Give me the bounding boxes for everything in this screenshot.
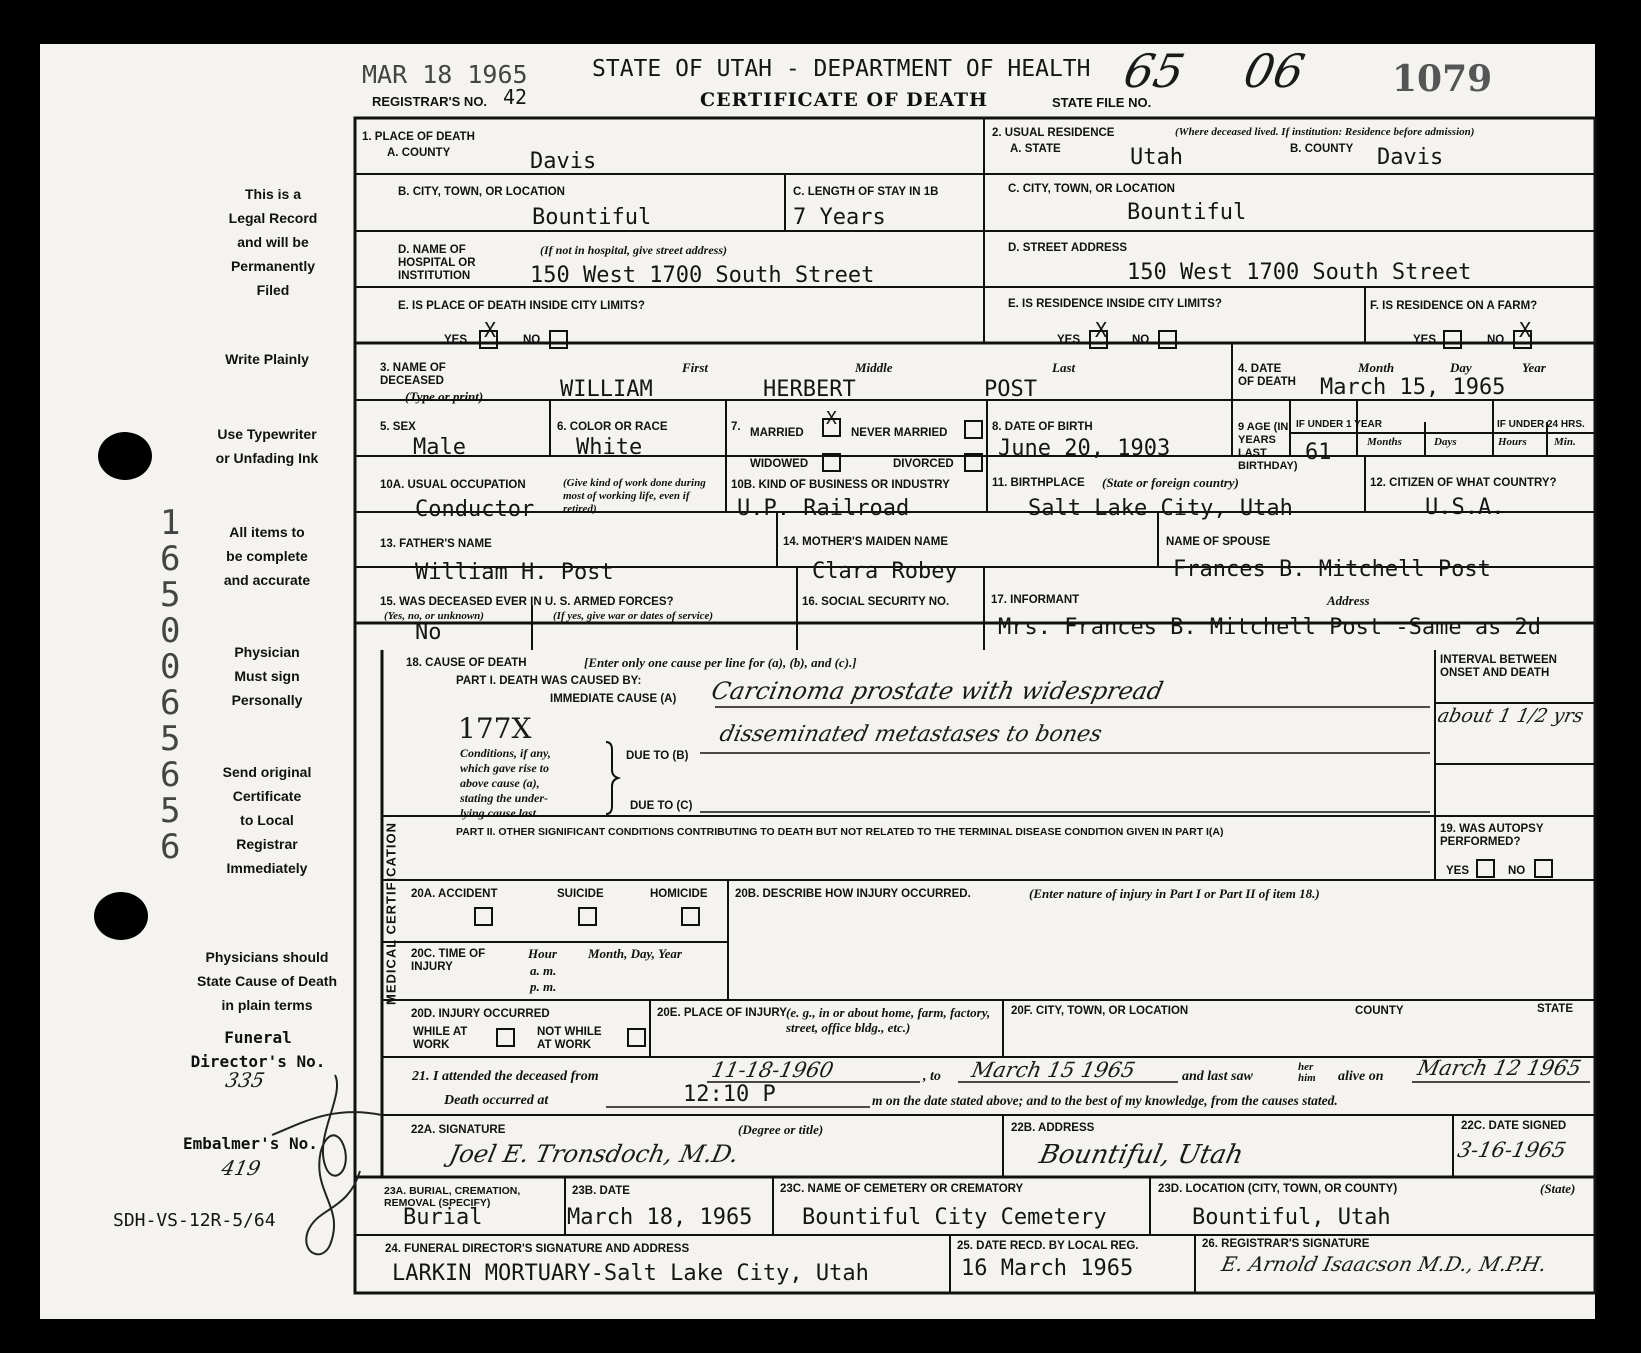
label-min: Min. [1554, 436, 1576, 448]
label-describe-injury-note: (Enter nature of injury in Part I or Part II of item 18.) [1029, 886, 1320, 901]
file-number-hand-1: 65 [1119, 44, 1190, 98]
value-birthplace: Salt Lake City, Utah [1028, 496, 1293, 521]
label-never-married: NEVER MARRIED [851, 427, 948, 439]
label-registrar-signature: 26. REGISTRAR'S SIGNATURE [1202, 1238, 1370, 1250]
value-citizen: U.S.A. [1425, 495, 1505, 520]
label-armed-forces: 15. WAS DECEASED EVER IN U. S. ARMED FORCES? [380, 596, 674, 608]
label-part-1: PART I. DEATH WAS CAUSED BY: [456, 675, 642, 687]
sidebar-all-items: All items to be complete and accurate [223, 524, 311, 588]
value-cause-a: Carcinoma prostate with widespread [709, 677, 1166, 705]
label-no: NO [523, 334, 541, 346]
label-last-saw: and last saw [1182, 1069, 1253, 1084]
label-business: 10B. KIND OF BUSINESS OR INDUSTRY [731, 479, 950, 491]
value-res-city: Bountiful [1127, 200, 1247, 225]
form-id: SDH-VS-12R-5/64 [113, 1210, 276, 1231]
value-burial-date: March 18, 1965 [567, 1205, 753, 1230]
label-yes: YES [1057, 334, 1081, 346]
death-city-limits-no-checkbox[interactable] [549, 330, 568, 349]
value-date-of-death: March 15, 1965 [1320, 375, 1506, 400]
label-burial-date: 23B. DATE [572, 1185, 630, 1197]
label-autopsy: 19. WAS AUTOPSY PERFORMED? [1440, 823, 1544, 848]
label-place-of-injury: 20E. PLACE OF INJURY [657, 1007, 787, 1019]
value-burial-location: Bountiful, Utah [1192, 1205, 1391, 1230]
sidebar-legal-record: This is a Legal Record and will be Permanently Filed [228, 186, 318, 298]
label-mother: 14. MOTHER'S MAIDEN NAME [783, 536, 949, 548]
label-due-to-c: DUE TO (C) [630, 800, 693, 812]
widowed-checkbox[interactable] [822, 453, 841, 472]
label-hour: Hour [528, 946, 557, 961]
embalmer-no: 419 [219, 1156, 263, 1180]
label-on-date: m on the date stated above; and to the best of my knowledge, from the causes stated. [872, 1093, 1338, 1108]
value-attended-from: 11-18-1960 [709, 1058, 836, 1082]
value-cause-b: disseminated metastases to bones [717, 722, 1105, 747]
sidebar-physician-sign: Physician Must sign Personally [231, 644, 303, 708]
label-citizen: 12. CITIZEN OF WHAT COUNTRY? [1370, 477, 1557, 489]
label-occupation: 10A. USUAL OCCUPATION [380, 479, 526, 491]
label-not-while-at-work: NOT WHILE AT WORK [537, 1026, 602, 1051]
state-department: STATE OF UTAH - DEPARTMENT OF HEALTH [592, 56, 1091, 82]
value-hospital: 150 West 1700 South Street [530, 263, 875, 288]
value-age: 61 [1305, 440, 1332, 465]
label-under-1-year: IF UNDER 1 YEAR [1296, 419, 1382, 430]
label-social-security: 16. SOCIAL SECURITY NO. [802, 596, 950, 608]
label-time-of-injury: 20C. TIME OF INJURY [411, 948, 486, 973]
label-death-occurred: Death occurred at [444, 1093, 549, 1108]
label-under-24-hrs: IF UNDER 24 HRS. [1497, 419, 1585, 430]
value-informant: Mrs. Frances B. Mitchell Post -Same as 2d [998, 615, 1542, 640]
label-alive-on: alive on [1338, 1069, 1384, 1084]
autopsy-no-checkbox[interactable] [1534, 859, 1553, 878]
value-funeral-home: LARKIN MORTUARY-Salt Lake City, Utah [392, 1261, 869, 1286]
label-spouse: NAME OF SPOUSE [1166, 536, 1271, 548]
value-attended-to: March 15 1965 [969, 1058, 1138, 1082]
label-armed-note-1: (Yes, no, or unknown) [384, 610, 484, 622]
label-date-recd: 25. DATE RECD. BY LOCAL REG. [957, 1240, 1139, 1252]
label-cause-note: [Enter only one cause per line for (a), (b), and (c).] [584, 655, 857, 670]
value-res-street: 150 West 1700 South Street [1127, 260, 1472, 285]
label-birthplace-note: (State or foreign country) [1102, 475, 1239, 490]
label-first: First [682, 360, 709, 375]
vertical-stamp-number: 1650065656 [160, 503, 184, 867]
label-day: Day [1450, 360, 1472, 375]
value-mother: Clara Robey [812, 559, 958, 584]
label-death-city-limits: E. IS PLACE OF DEATH INSIDE CITY LIMITS? [398, 300, 645, 312]
while-at-work-checkbox[interactable] [496, 1028, 515, 1047]
label-suicide: SUICIDE [557, 888, 604, 900]
value-interval: about 1 1/2 yrs [1435, 705, 1586, 727]
label-res-county: B. COUNTY [1290, 143, 1354, 155]
label-age: 9 AGE (IN YEARS LAST BIRTHDAY) [1238, 421, 1298, 472]
label-describe-injury: 20B. DESCRIBE HOW INJURY OCCURRED. [735, 888, 971, 900]
label-degree: (Degree or title) [738, 1122, 824, 1137]
homicide-checkbox[interactable] [681, 907, 700, 926]
sidebar-write-plainly: Write Plainly [225, 351, 309, 367]
check-mark: X [826, 408, 837, 429]
label-while-at-work: WHILE AT WORK [413, 1026, 468, 1051]
value-date-recd: 16 March 1965 [961, 1256, 1134, 1281]
value-dob: June 20, 1903 [998, 436, 1171, 461]
label-funeral-director: 24. FUNERAL DIRECTOR'S SIGNATURE AND ADDRESS [385, 1243, 690, 1255]
label-injury-state: STATE [1537, 1003, 1573, 1015]
check-mark: X [1519, 318, 1532, 342]
label-injury-occurred: 20D. INJURY OCCURRED [411, 1008, 550, 1020]
value-stay: 7 Years [793, 205, 886, 230]
label-interval: INTERVAL BETWEEN ONSET AND DEATH [1440, 654, 1557, 679]
value-last-saw: March 12 1965 [1415, 1056, 1584, 1080]
label-race: 6. COLOR OR RACE [557, 421, 668, 433]
label-injury-city: 20F. CITY, TOWN, OR LOCATION [1011, 1005, 1189, 1017]
label-residence-note: (Where deceased lived. If institution: Residence before admission) [1175, 126, 1475, 138]
label-item-7: 7. [731, 421, 741, 433]
label-date-of-birth: 8. DATE OF BIRTH [992, 421, 1093, 433]
label-place-of-death: 1. PLACE OF DEATH [362, 131, 475, 143]
value-date-signed: 3-16-1965 [1455, 1138, 1569, 1162]
label-year: Year [1522, 360, 1546, 375]
label-father: 13. FATHER'S NAME [380, 538, 492, 550]
label-hospital-note: (If not in hospital, give street address) [540, 243, 728, 257]
label-injury-county: COUNTY [1355, 1005, 1404, 1017]
label-part-2: PART II. OTHER SIGNIFICANT CONDITIONS CONTRIBUTING TO DEATH BUT NOT RELATED TO THE TERMINAL DISEASE CONDITION GIVEN IN PART I(A) [456, 826, 1224, 838]
label-city: B. CITY, TOWN, OR LOCATION [398, 186, 565, 198]
label-accident: 20A. ACCIDENT [411, 888, 498, 900]
label-type-or-print: (Type or print) [405, 389, 484, 404]
funeral-director-no: 335 [223, 1068, 267, 1092]
value-county: Davis [530, 149, 597, 174]
label-date-of-death: 4. DATE OF DEATH [1238, 363, 1296, 388]
res-city-limits-no-checkbox[interactable] [1158, 330, 1177, 349]
label-res-state: A. STATE [1010, 143, 1061, 155]
label-length-of-stay: C. LENGTH OF STAY IN 1B [793, 186, 939, 198]
label-to: , to [923, 1069, 941, 1084]
value-father: William H. Post [415, 560, 614, 585]
value-disposition: Burial [403, 1205, 483, 1230]
physician-signature: Joel E. Tronsdoch, M.D. [447, 1140, 742, 1168]
label-her-him: her him [1298, 1061, 1316, 1084]
value-cemetery: Bountiful City Cemetery [802, 1205, 1107, 1230]
value-armed: No [415, 620, 442, 645]
received-stamp: MAR 18 1965 [362, 60, 528, 89]
not-while-at-work-checkbox[interactable] [627, 1028, 646, 1047]
sidebar-physicians-should: Physicians should State Cause of Death in plain terms [196, 949, 338, 1013]
sidebar-send-original: Send original Certificate to Local Registrar Immediately [222, 764, 312, 876]
label-last: Last [1052, 360, 1076, 375]
label-birthplace: 11. BIRTHPLACE [992, 477, 1085, 489]
label-yes: YES [1446, 865, 1470, 877]
check-mark: X [484, 318, 497, 342]
label-date-signed: 22C. DATE SIGNED [1461, 1120, 1567, 1132]
embalmer-label: Embalmer's No. [183, 1134, 318, 1153]
file-stamp-number: 1079 [1392, 58, 1493, 100]
certificate-title: CERTIFICATE OF DEATH [700, 89, 988, 111]
label-hours: Hours [1498, 436, 1527, 448]
sidebar-typewriter: Use Typewriter or Unfading Ink [215, 426, 319, 466]
label-state-paren: (State) [1540, 1181, 1576, 1196]
value-last-name: POST [984, 377, 1037, 402]
label-months: Months [1367, 436, 1402, 448]
label-res-city: C. CITY, TOWN, OR LOCATION [1008, 183, 1175, 195]
accident-checkbox[interactable] [474, 907, 493, 926]
state-file-label: STATE FILE NO. [1052, 95, 1152, 110]
label-informant: 17. INFORMANT [991, 594, 1080, 606]
divorced-checkbox[interactable] [964, 453, 983, 472]
label-due-to-b: DUE TO (B) [626, 750, 689, 762]
label-widowed: WIDOWED [750, 458, 809, 470]
registrar-signature: E. Arnold Isaacson M.D., M.P.H. [1219, 1252, 1549, 1276]
label-name-of-deceased: 3. NAME OF DECEASED [380, 362, 446, 387]
label-am: a. m. [530, 963, 557, 978]
label-pm: p. m. [530, 979, 557, 994]
value-middle-name: HERBERT [763, 377, 856, 402]
label-place-of-injury-note: (e. g., in or about home, farm, factory, street, office bldg., etc.) [786, 1005, 991, 1035]
label-middle: Middle [855, 360, 893, 375]
registrar-no: 42 [503, 85, 528, 109]
label-days: Days [1434, 436, 1457, 448]
value-first-name: WILLIAM [560, 377, 653, 402]
label-county: A. COUNTY [387, 147, 451, 159]
label-usual-residence: 2. USUAL RESIDENCE [992, 127, 1115, 139]
file-number-hand-2: 06 [1239, 44, 1310, 98]
value-occupation: Conductor [415, 497, 535, 522]
value-res-county: Davis [1377, 145, 1444, 170]
check-mark: X [1095, 318, 1108, 342]
label-farm: F. IS RESIDENCE ON A FARM? [1370, 300, 1538, 312]
autopsy-yes-checkbox[interactable] [1476, 859, 1495, 878]
label-married: MARRIED [750, 427, 804, 439]
value-physician-address: Bountiful, Utah [1036, 1140, 1247, 1170]
label-no: NO [1508, 865, 1526, 877]
label-cause-of-death: 18. CAUSE OF DEATH [406, 657, 527, 669]
funeral-director-label: Funeral Director's No. [190, 1028, 326, 1071]
label-signature: 22A. SIGNATURE [411, 1124, 506, 1136]
label-occupation-note: (Give kind of work done during most of working life, even if retired) [563, 477, 706, 515]
label-attended-from: 21. I attended the deceased from [412, 1069, 599, 1084]
value-code: 177X [458, 712, 532, 745]
label-hospital: D. NAME OF HOSPITAL OR INSTITUTION [398, 244, 476, 282]
label-month: Month [1358, 360, 1395, 375]
label-armed-note-2: (If yes, give war or dates of service) [553, 610, 714, 622]
value-race: White [576, 435, 643, 460]
label-immediate-cause: IMMEDIATE CAUSE (A) [550, 693, 677, 705]
label-res-street: D. STREET ADDRESS [1008, 242, 1128, 254]
medical-certification-label: MEDICAL CERTIFICATION [383, 822, 399, 1006]
label-divorced: DIVORCED [893, 458, 954, 470]
label-sex: 5. SEX [380, 421, 416, 433]
value-city: Bountiful [532, 205, 652, 230]
value-res-state: Utah [1130, 145, 1183, 170]
label-homicide: HOMICIDE [650, 888, 708, 900]
label-burial-location: 23D. LOCATION (CITY, TOWN, OR COUNTY) [1158, 1183, 1398, 1195]
label-month-day-year: Month, Day, Year [588, 946, 682, 961]
label-no: NO [1132, 334, 1150, 346]
label-no: NO [1487, 334, 1505, 346]
registrar-no-label: REGISTRAR'S NO. [372, 94, 488, 109]
label-address: Address [1327, 593, 1370, 608]
value-business: U.P. Railroad [737, 496, 910, 521]
label-yes: YES [1413, 334, 1437, 346]
label-cemetery: 23C. NAME OF CEMETERY OR CREMATORY [780, 1183, 1024, 1195]
label-burial-cremation: 23A. BURIAL, CREMATION, REMOVAL (SPECIFY) [384, 1185, 521, 1209]
never-married-checkbox[interactable] [964, 420, 983, 439]
value-spouse: Frances B. Mitchell Post [1173, 557, 1491, 582]
label-res-city-limits: E. IS RESIDENCE INSIDE CITY LIMITS? [1008, 298, 1222, 310]
farm-yes-checkbox[interactable] [1443, 330, 1462, 349]
label-physician-address: 22B. ADDRESS [1011, 1122, 1095, 1134]
value-sex: Male [413, 435, 466, 460]
value-death-time: 12:10 P [683, 1082, 776, 1107]
label-conditions: Conditions, if any, which gave rise to above cause (a), stating the under- lying cause last. [460, 746, 551, 820]
label-yes: YES [444, 334, 468, 346]
suicide-checkbox[interactable] [578, 907, 597, 926]
